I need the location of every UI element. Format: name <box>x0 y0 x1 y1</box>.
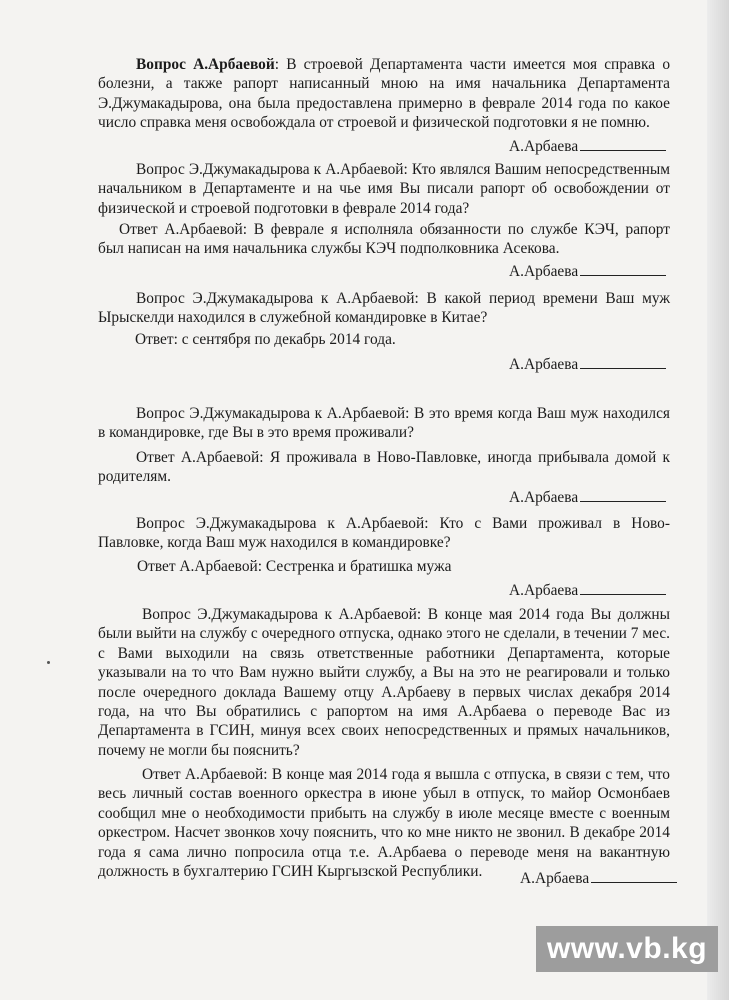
signature-3 <box>509 355 666 374</box>
page-edge-shadow <box>707 0 729 1000</box>
paragraph-10-text: Вопрос Э.Джумакадырова к А.Арбаевой: В конце мая 2014 года Вы должны были выйти на службу с очередного отпуска, однако этого не сделали, в течении 7 мес. с Вами выходили на связь ответственные работники Департамента, которые указывали на то что Вам нужно выйти службу, а Вы на это не реагировали и только после очередного доклада Вашему отцу А.Арбаеву в первых числах декабря 2014 года, на что Вы обратились с рапортом на имя А.Арбаева о переводе Вас из Департамента в ГСИН, минуя всех своих непосредственных и прямых начальников, почему не могли бы пояснить? <box>98 606 670 759</box>
paragraph-6 <box>98 404 670 443</box>
paragraph-11 <box>98 765 670 881</box>
paragraph-2 <box>98 160 670 218</box>
paragraph-1-speaker: Вопрос А.Арбаевой <box>136 56 275 73</box>
signature-name: А.Арбаева <box>509 263 579 280</box>
paragraph-9-text: Ответ А.Арбаевой: Сестренка и братишка мужа <box>137 558 452 575</box>
paragraph-4-text: Вопрос Э.Джумакадырова к А.Арбаевой: В какой период времени Ваш муж Ырыскелди находился в служебной командировке в Китае? <box>98 290 670 327</box>
signature-name: А.Арбаева <box>509 356 579 373</box>
paragraph-7-text: Ответ А.Арбаевой: Я проживала в Ново-Павловке, иногда прибывала домой к родителям. <box>98 449 670 486</box>
paragraph-10 <box>98 605 670 760</box>
paragraph-3 <box>98 220 670 259</box>
site-watermark: www.vb.kg <box>536 926 718 972</box>
signature-name: А.Арбаева <box>509 489 579 506</box>
paragraph-5-text: Ответ: с сентября по декабрь 2014 года. <box>135 331 396 348</box>
signature-line <box>580 581 666 595</box>
paragraph-8-text: Вопрос Э.Джумакадырова к А.Арбаевой: Кто с Вами проживал в Ново-Павловке, когда Ваш муж находился в командировке? <box>98 515 670 552</box>
signature-6 <box>520 869 677 888</box>
signature-line <box>580 488 666 502</box>
signature-4 <box>509 488 666 507</box>
signature-5 <box>509 581 666 600</box>
paragraph-7 <box>98 448 670 487</box>
signature-name: А.Арбаева <box>509 138 579 155</box>
paragraph-6-text: Вопрос Э.Джумакадырова к А.Арбаевой: В это время когда Ваш муж находился в командировке, где Вы в это время проживали? <box>98 405 670 442</box>
paragraph-11-text: Ответ А.Арбаевой: В конце мая 2014 года я вышла с отпуска, в связи с тем, что весь личный состав военного оркестра в июне убыл в отпуск, то майор Осмонбаев сообщил мне о необходимости прибыть на службу в июле месяце вместе с военным оркестром. Насчет звонков хочу пояснить, что ко мне никто не звонил. В декабре 2014 года я сама лично попросила отца т.е. А.Арбаева о переводе меня на вакантную должность в бухгалтерию ГСИН Кыргызской Республики. <box>98 766 670 881</box>
paragraph-1 <box>98 55 670 133</box>
signature-line <box>580 355 666 369</box>
signature-2 <box>509 262 666 281</box>
paragraph-5 <box>135 330 670 349</box>
paragraph-2-text: Вопрос Э.Джумакадырова к А.Арбаевой: Кто являлся Вашим непосредственным начальником в Департаменте и на чье имя Вы писали рапорт об освобождении от физической и строевой подготовки в феврале 2014 года? <box>98 161 670 217</box>
paragraph-3-text: Ответ А.Арбаевой: В феврале я исполняла обязанности по службе КЭЧ, рапорт был написан на имя начальника службы КЭЧ подполковника Асекова. <box>98 221 670 258</box>
paragraph-9 <box>137 557 670 576</box>
signature-line <box>580 137 666 151</box>
scan-speck <box>47 661 50 664</box>
signature-line <box>591 869 677 883</box>
paragraph-4 <box>98 289 670 328</box>
signature-1 <box>509 137 666 156</box>
signature-name: А.Арбаева <box>509 582 579 599</box>
paragraph-1-text: : В строевой Департамента части имеется моя справка о болезни, а также рапорт написанный мною на имя начальника Департамента Э.Джумакадырова, она была предоставлена примерно в феврале 2014 года по какое число справка меня освобождала от строевой и физической подготовки я не помню. <box>98 56 671 132</box>
signature-name: А.Арбаева <box>520 870 590 887</box>
signature-line <box>580 262 666 276</box>
paragraph-8 <box>98 514 670 553</box>
